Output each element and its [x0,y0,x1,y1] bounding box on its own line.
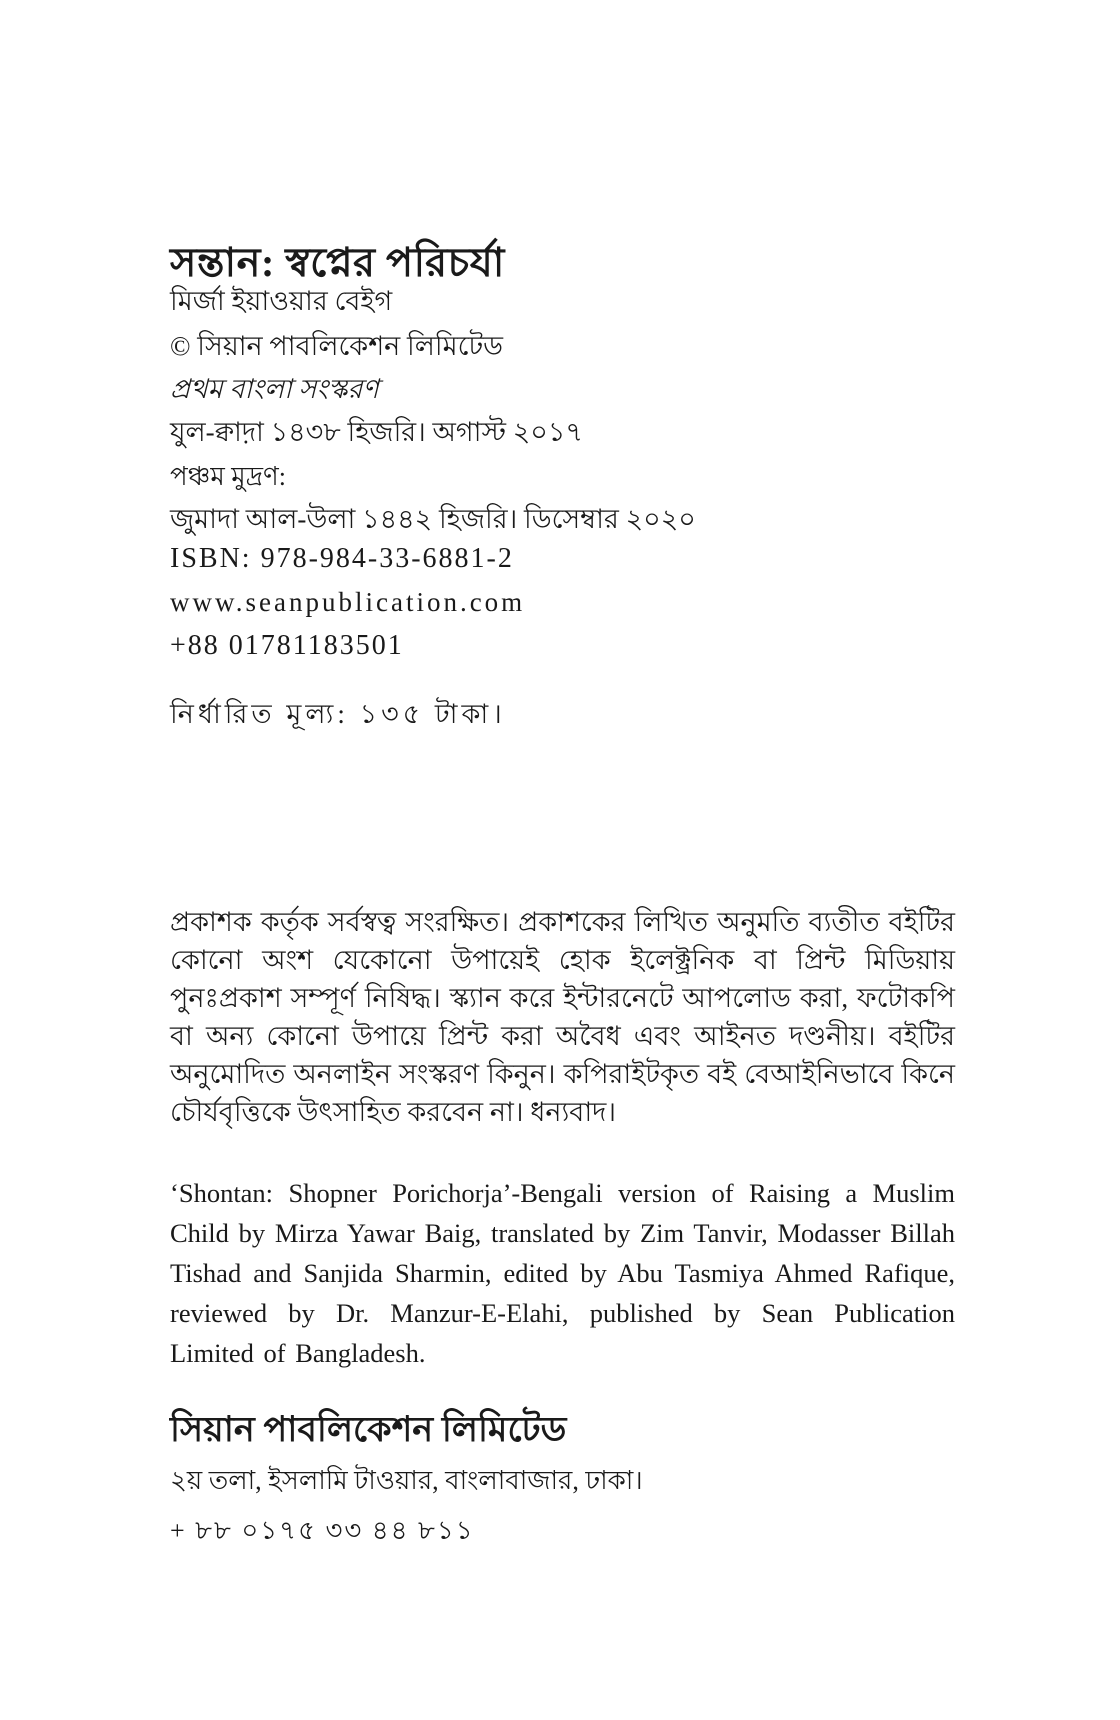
publisher-address: ২য় তলা, ইসলামি টাওয়ার, বাংলাবাজার, ঢাকা। [170,1466,643,1495]
rights-notice: প্রকাশক কর্তৃক সর্বস্বত্ব সংরক্ষিত। প্রকাশকের লিখিত অনুমতি ব্যতীত বইটির কোনো অংশ যেকোনো উপায়েই হোক ইলেক্ট্রনিক বা প্রিন্ট মিডিয়ায় পুনঃপ্রকাশ সম্পূর্ণ নিষিদ্ধ। স্ক্যান করে ইন্টারনেটে আপলোড করা, ফটোকপি বা অন্য কোনো উপায়ে প্রিন্ট করা অবৈধ এবং আইনত দণ্ডনীয়। বইটির অনুমোদিত অনলাইন সংস্করণ কিনুন। কপিরাইটকৃত বই বেআইনিভাবে কিনে চৌর্যবৃত্তিকে উৎসাহিত করবেন না। ধন্যবাদ। [170,907,955,1127]
author-name: মির্জা ইয়াওয়ার বেইগ [170,286,393,316]
publisher-name: সিয়ান পাবলিকেশন লিমিটেড [170,1410,567,1449]
english-translation-note: ‘Shontan: Shopner Porichorja’-Bengali version of Raising a Muslim Child by Mirza Yawar Baig, translated by Zim Tanvir, Modasser Billah Tishad and Sanjida Sharmin, edited by Abu Tasmiya Ahmed Rafique, reviewed by Dr. Manzur-E-Elahi, published by Sean Publication Limited of Bangladesh. [170,1177,955,1368]
edition-label: প্রথম বাংলা সংস্করণ [170,374,379,404]
isbn: ISBN: 978-984-33-6881-2 [170,543,514,574]
price: নির্ধারিত মূল্য: ১৩৫ টাকা। [170,699,506,729]
fifth-printing-label: পঞ্চম মুদ্রণ: [170,462,286,491]
fifth-printing-date: জুমাদা আল-উলা ১৪৪২ হিজরি। ডিসেম্বার ২০২০ [170,504,696,534]
publisher-phone-bn: + ৮৮ ০১৭৫ ৩৩ ৪৪ ৮১১ [170,1516,475,1545]
publisher-website: www.seanpublication.com [170,587,526,617]
copyright-holder: © সিয়ান পাবলিকেশন লিমিটেড [170,331,504,361]
publisher-phone-intl: +88 01781183501 [170,630,404,661]
first-edition-date: যুল-ক্বাদ়া ১৪৩৮ হিজরি। অগাস্ট ২০১৭ [170,417,583,447]
book-title: সন্তান: স্বপ্নের পরিচর্যা [170,239,505,285]
